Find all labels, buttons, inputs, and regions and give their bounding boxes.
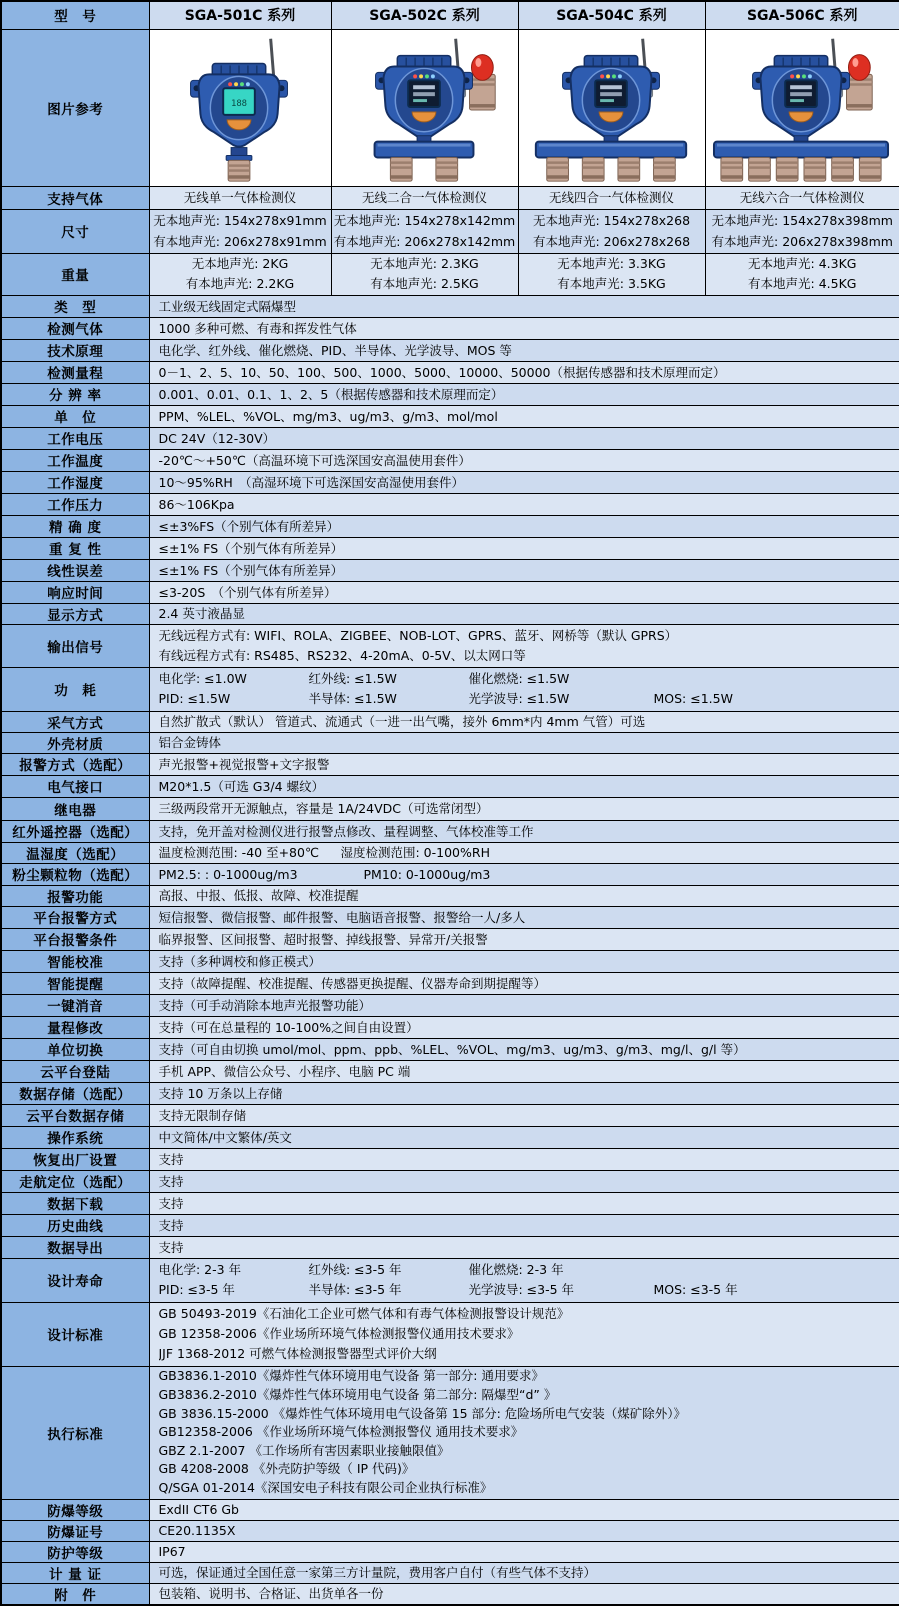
table-row	[1, 1016, 899, 1038]
spec-value: 支持（故障提醒、校准提醒、传感器更换提醒、仪器寿命到期提醒等）	[149, 972, 899, 994]
spec-value: PM2.5: : 0-1000ug/m3 PM10: 0-1000ug/m3	[149, 863, 899, 885]
spec-row-label: 尺寸	[1, 209, 149, 253]
table-row	[1, 1148, 899, 1170]
spec-row-label: 报警功能	[1, 885, 149, 906]
spec-row-label: 重 复 性	[1, 537, 149, 559]
spec-row-label: 报警方式（选配）	[1, 753, 149, 775]
spec-value: 铝合金铸体	[149, 732, 899, 753]
table-row	[1, 1541, 899, 1562]
table-row	[1, 1038, 899, 1060]
spec-value: 无本地声光: 154x278x91mm 有本地声光: 206x278x91mm	[149, 209, 331, 253]
table-row	[1, 29, 899, 186]
spec-value: 无线四合一气体检测仪	[518, 186, 705, 209]
table-row	[1, 797, 899, 820]
spec-row-label: 粉尘颗粒物（选配）	[1, 863, 149, 885]
table-row	[1, 1366, 899, 1499]
spec-row-label: 数据导出	[1, 1236, 149, 1258]
table-row	[1, 405, 899, 427]
spec-row-label: 恢复出厂设置	[1, 1148, 149, 1170]
spec-row-label: 显示方式	[1, 603, 149, 624]
table-row	[1, 732, 899, 753]
model-row-label: 型 号	[1, 1, 149, 29]
table-row	[1, 1060, 899, 1082]
spec-row-label: 走航定位（选配）	[1, 1170, 149, 1192]
spec-value: 无本地声光: 2.3KG 有本地声光: 2.5KG	[331, 253, 518, 295]
gas-detector-image	[150, 32, 330, 184]
spec-value: -20℃～+50℃（高温环境下可选深国安高温使用套件）	[149, 449, 899, 471]
device-image-cell	[331, 29, 518, 186]
spec-value: 短信报警、微信报警、邮件报警、电脑语音报警、报警给一人/多人	[149, 906, 899, 928]
spec-value: 支持无限制存储	[149, 1104, 899, 1126]
spec-row-label: 温湿度（选配）	[1, 842, 149, 863]
spec-value: CE20.1135X	[149, 1520, 899, 1541]
spec-value: 高报、中报、低报、故障、校准提醒	[149, 885, 899, 906]
spec-row-label: 防护等级	[1, 1541, 149, 1562]
spec-value: 支持（多种调校和修正模式）	[149, 950, 899, 972]
spec-value: 支持，免开盖对检测仪进行报警点修改、量程调整、气体校准等工作	[149, 820, 899, 842]
device-image-cell	[518, 29, 705, 186]
spec-row-label: 类 型	[1, 295, 149, 317]
spec-row-label: 云平台数据存储	[1, 1104, 149, 1126]
spec-row-label: 防爆证号	[1, 1520, 149, 1541]
spec-row-label: 响应时间	[1, 581, 149, 603]
table-row	[1, 339, 899, 361]
table-row	[1, 295, 899, 317]
table-row	[1, 1104, 899, 1126]
spec-row-label: 智能校准	[1, 950, 149, 972]
spec-row-label: 功 耗	[1, 667, 149, 711]
spec-value: 无本地声光: 154x278x142mm 有本地声光: 206x278x142mm	[331, 209, 518, 253]
table-row	[1, 711, 899, 732]
spec-value: 无本地声光: 154x278x268 有本地声光: 206x278x268	[518, 209, 705, 253]
spec-value: 无线六合一气体检测仪	[705, 186, 899, 209]
model-column-header: SGA-501C 系列	[149, 1, 331, 29]
gas-detector-image	[335, 32, 515, 184]
table-row	[1, 209, 899, 253]
spec-value: 0.001、0.01、0.1、1、2、5（根据传感器和技术原理而定）	[149, 383, 899, 405]
table-row	[1, 449, 899, 471]
table-row	[1, 885, 899, 906]
spec-row-label: 平台报警条件	[1, 928, 149, 950]
table-row	[1, 427, 899, 449]
table-row	[1, 361, 899, 383]
spec-row-label: 执行标准	[1, 1366, 149, 1499]
spec-row-label: 检测气体	[1, 317, 149, 339]
spec-row-label: 智能提醒	[1, 972, 149, 994]
spec-value: 中文简体/中文繁体/英文	[149, 1126, 899, 1148]
spec-value: 手机 APP、微信公众号、小程序、电脑 PC 端	[149, 1060, 899, 1082]
spec-row-label: 数据下载	[1, 1192, 149, 1214]
spec-value: PPM、%LEL、%VOL、mg/m3、ug/m3、g/m3、mol/mol	[149, 405, 899, 427]
table-row	[1, 253, 899, 295]
table-row	[1, 1082, 899, 1104]
table-row	[1, 559, 899, 581]
table-row	[1, 753, 899, 775]
table-row	[1, 1583, 899, 1605]
table-row	[1, 1520, 899, 1541]
spec-value: 1000 多种可燃、有毒和挥发性气体	[149, 317, 899, 339]
spec-row-label: 量程修改	[1, 1016, 149, 1038]
spec-row-label: 工作压力	[1, 493, 149, 515]
device-image-cell	[705, 29, 899, 186]
spec-row-label: 操作系统	[1, 1126, 149, 1148]
spec-row-label: 一键消音	[1, 994, 149, 1016]
spec-value: GB 50493-2019《石油化工企业可燃气体和有毒气体检测报警设计规范》 GB 12358-2006《作业场所环境气体检测报警仪通用技术要求》 JJF 1368-2012 可燃气体检测报警器型式评价大纲	[149, 1302, 899, 1366]
table-row	[1, 1214, 899, 1236]
spec-row-label: 平台报警方式	[1, 906, 149, 928]
model-column-header: SGA-502C 系列	[331, 1, 518, 29]
spec-value: 电化学、红外线、催化燃烧、PID、半导体、光学波导、MOS 等	[149, 339, 899, 361]
spec-row-label: 计 量 证	[1, 1562, 149, 1583]
spec-value: 支持	[149, 1192, 899, 1214]
spec-row-label: 精 确 度	[1, 515, 149, 537]
spec-value: 无本地声光: 4.3KG 有本地声光: 4.5KG	[705, 253, 899, 295]
spec-row-label: 红外遥控器（选配）	[1, 820, 149, 842]
spec-value: 临界报警、区间报警、超时报警、掉线报警、异常开/关报警	[149, 928, 899, 950]
spec-row-label: 附 件	[1, 1583, 149, 1605]
spec-row-label: 输出信号	[1, 624, 149, 667]
table-row	[1, 186, 899, 209]
spec-value: M20*1.5（可选 G3/4 螺纹）	[149, 775, 899, 797]
table-row	[1, 775, 899, 797]
spec-value: ExdII CT6 Gb	[149, 1499, 899, 1520]
spec-value: 电化学: 2-3 年 红外线: ≤3-5 年 催化燃烧: 2-3 年 PID: ≤3-5 年 半导体: ≤3-5 年 光学波导: ≤3-5 年 MOS: ≤3-5 年	[149, 1258, 899, 1302]
table-row	[1, 667, 899, 711]
spec-value: 无线单一气体检测仪	[149, 186, 331, 209]
spec-value: 无线远程方式有: WIFI、ROLA、ZIGBEE、NOB-LOT、GPRS、蓝牙、网桥等（默认 GPRS） 有线远程方式有: RS485、RS232、4-20mA、0-5V、以太网口等	[149, 624, 899, 667]
spec-row-label: 工作电压	[1, 427, 149, 449]
spec-value: GB3836.1-2010《爆炸性气体环境用电气设备 第一部分: 通用要求》 GB3836.2-2010《爆炸性气体环境用电气设备 第二部分: 隔爆型“d” 》 GB 3836.15-2000 《爆炸性气体环境用电气设备第 15 部分: 危险场所电气安装（煤矿除外）》 GB12358-2006 《作业场所环境气体检测报警仪 通用技术要求》 GBZ 2.1-2007 《工作场所有害因素职业接触限值》 GB 4208-2008 《外壳防护等级（ IP 代码)》 Q/SGA 01-2014《深国安电子科技有限公司企业执行标准》	[149, 1366, 899, 1499]
table-row	[1, 317, 899, 339]
table-row	[1, 972, 899, 994]
spec-value: 无本地声光: 3.3KG 有本地声光: 3.5KG	[518, 253, 705, 295]
table-row	[1, 863, 899, 885]
spec-row-label: 线性误差	[1, 559, 149, 581]
spec-row-label: 设计寿命	[1, 1258, 149, 1302]
table-row	[1, 1562, 899, 1583]
spec-value: ≤±3%FS（个别气体有所差异）	[149, 515, 899, 537]
table-row	[1, 471, 899, 493]
spec-value: 电化学: ≤1.0W 红外线: ≤1.5W 催化燃烧: ≤1.5W PID: ≤1.5W 半导体: ≤1.5W 光学波导: ≤1.5W MOS: ≤1.5W	[149, 667, 899, 711]
spec-row-label: 历史曲线	[1, 1214, 149, 1236]
gas-detector-image	[712, 32, 892, 184]
spec-value: 工业级无线固定式隔爆型	[149, 295, 899, 317]
spec-value: 温度检测范围: -40 至+80℃ 湿度检测范围: 0-100%RH	[149, 842, 899, 863]
spec-row-label: 单位切换	[1, 1038, 149, 1060]
spec-row-label: 外壳材质	[1, 732, 149, 753]
table-row	[1, 928, 899, 950]
table-row	[1, 842, 899, 863]
table-row	[1, 906, 899, 928]
table-row	[1, 1, 899, 29]
table-row	[1, 624, 899, 667]
spec-value: 无线二合一气体检测仪	[331, 186, 518, 209]
spec-row-label: 单 位	[1, 405, 149, 427]
table-row	[1, 1499, 899, 1520]
spec-row-label: 采气方式	[1, 711, 149, 732]
image-row-label: 图片参考	[1, 29, 149, 186]
spec-row-label: 技术原理	[1, 339, 149, 361]
spec-value: 无本地声光: 154x278x398mm 有本地声光: 206x278x398mm	[705, 209, 899, 253]
spec-row-label: 防爆等级	[1, 1499, 149, 1520]
spec-value: ≤±1% FS（个别气体有所差异）	[149, 537, 899, 559]
table-row	[1, 1170, 899, 1192]
spec-value: 支持	[149, 1236, 899, 1258]
spec-row-label: 设计标准	[1, 1302, 149, 1366]
spec-row-label: 支持气体	[1, 186, 149, 209]
spec-value: 自然扩散式（默认） 管道式、流通式（一进一出气嘴，接外 6mm*内 4mm 气管）可选	[149, 711, 899, 732]
table-row	[1, 950, 899, 972]
spec-value: 10～95%RH （高湿环境下可选深国安高湿使用套件）	[149, 471, 899, 493]
spec-value: 支持	[149, 1148, 899, 1170]
device-image-cell	[149, 29, 331, 186]
spec-value: ≤3-20S （个别气体有所差异）	[149, 581, 899, 603]
spec-row-label: 电气接口	[1, 775, 149, 797]
spec-value: 0－1、2、5、10、50、100、500、1000、5000、10000、50000（根据传感器和技术原理而定）	[149, 361, 899, 383]
spec-value: 支持	[149, 1214, 899, 1236]
table-row	[1, 820, 899, 842]
table-row	[1, 603, 899, 624]
spec-row-label: 重量	[1, 253, 149, 295]
table-row	[1, 1258, 899, 1302]
spec-row-label: 分 辨 率	[1, 383, 149, 405]
spec-value: ≤±1% FS（个别气体有所差异）	[149, 559, 899, 581]
spec-value: 无本地声光: 2KG 有本地声光: 2.2KG	[149, 253, 331, 295]
spec-value: 三级两段常开无源触点，容量是 1A/24VDC（可选常闭型）	[149, 797, 899, 820]
spec-row-label: 云平台登陆	[1, 1060, 149, 1082]
spec-value: IP67	[149, 1541, 899, 1562]
table-row	[1, 1302, 899, 1366]
spec-row-label: 数据存储（选配）	[1, 1082, 149, 1104]
spec-row-label: 工作湿度	[1, 471, 149, 493]
table-row	[1, 537, 899, 559]
spec-row-label: 工作温度	[1, 449, 149, 471]
spec-value: 支持（可在总量程的 10-100%之间自由设置）	[149, 1016, 899, 1038]
svg-text:188: 188	[230, 98, 248, 109]
spec-value: 支持	[149, 1170, 899, 1192]
table-row	[1, 1192, 899, 1214]
spec-value: 包装箱、说明书、合格证、出货单各一份	[149, 1583, 899, 1605]
gas-detector-image	[522, 32, 702, 184]
table-row	[1, 493, 899, 515]
table-row	[1, 1126, 899, 1148]
table-row	[1, 515, 899, 537]
spec-row-label: 继电器	[1, 797, 149, 820]
model-column-header: SGA-506C 系列	[705, 1, 899, 29]
table-row	[1, 581, 899, 603]
model-column-header: SGA-504C 系列	[518, 1, 705, 29]
spec-value: 支持（可手动消除本地声光报警功能）	[149, 994, 899, 1016]
table-row	[1, 383, 899, 405]
spec-value: 可选，保证通过全国任意一家第三方计量院，费用客户自付（有些气体不支持）	[149, 1562, 899, 1583]
spec-value: 支持（可自由切换 umol/mol、ppm、ppb、%LEL、%VOL、mg/m3、ug/m3、g/m3、mg/l、g/l 等）	[149, 1038, 899, 1060]
spec-value: DC 24V（12-30V）	[149, 427, 899, 449]
spec-value: 支持 10 万条以上存储	[149, 1082, 899, 1104]
table-row	[1, 1236, 899, 1258]
spec-value: 声光报警+视觉报警+文字报警	[149, 753, 899, 775]
spec-value: 86～106Kpa	[149, 493, 899, 515]
table-row	[1, 994, 899, 1016]
spec-value: 2.4 英寸液晶显	[149, 603, 899, 624]
spec-row-label: 检测量程	[1, 361, 149, 383]
